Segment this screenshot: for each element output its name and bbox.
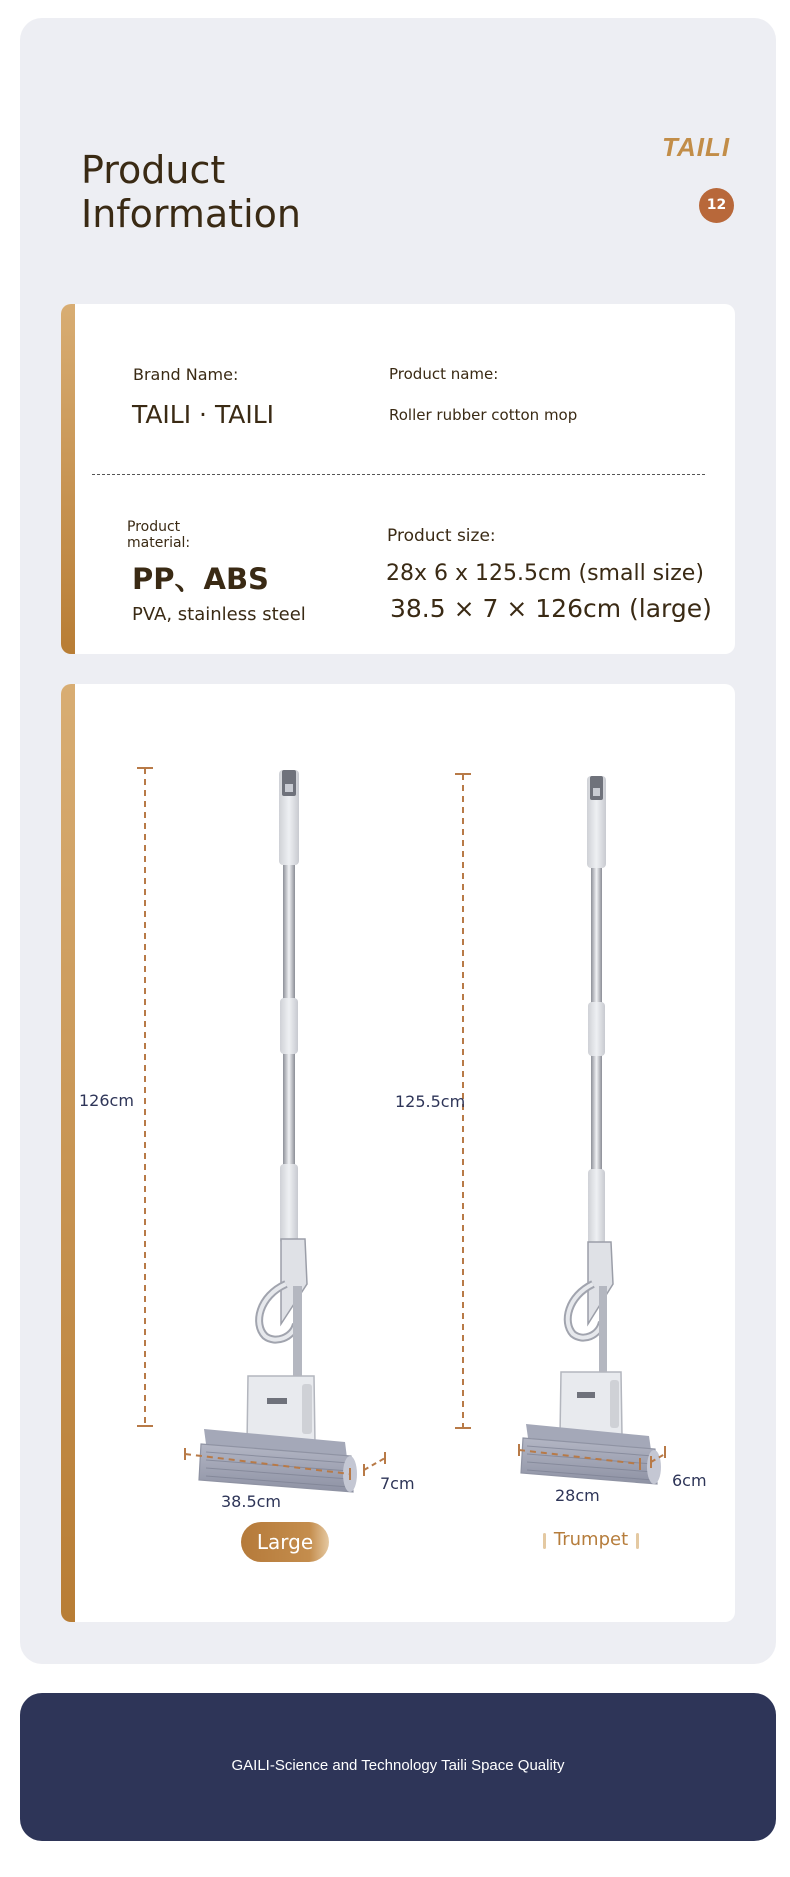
page-number-badge: 12	[699, 188, 734, 223]
page-title-line1: Product	[81, 148, 226, 192]
product-size-small: 28x 6 x 125.5cm (small size)	[386, 561, 704, 586]
page-title	[81, 148, 401, 236]
large-width-label: 38.5cm	[221, 1492, 282, 1511]
brand-name-value: TAILI · TAILI	[132, 400, 275, 429]
large-dimension-lines	[137, 768, 385, 1480]
small-depth-label: 6cm	[672, 1471, 707, 1490]
brand-logo: TAILI	[662, 132, 731, 162]
product-material-sub: PVA, stainless steel	[132, 604, 306, 625]
large-depth-label: 7cm	[380, 1474, 415, 1493]
product-size-large: 38.5 × 7 × 126cm (large)	[390, 594, 712, 623]
product-material-label	[127, 519, 190, 551]
product-material-main: PP、ABS	[132, 562, 269, 596]
page-title-line2: Information	[81, 192, 301, 236]
footer-banner	[20, 1693, 776, 1841]
footer-slogan: GAILI-Science and Technology Taili Space Quality	[231, 1757, 565, 1774]
product-image-card	[61, 684, 735, 1622]
large-mop-image	[199, 770, 357, 1492]
large-height-label: 126cm	[79, 1091, 134, 1110]
size-option-small[interactable]: Trumpet	[543, 1520, 639, 1560]
size-option-large[interactable]: Large	[241, 1522, 329, 1562]
small-dimension-lines	[455, 774, 665, 1470]
product-size-label: Product size:	[387, 526, 496, 546]
product-info-card	[61, 304, 735, 654]
product-name-label: Product name:	[389, 365, 499, 383]
brand-name-label: Brand Name:	[133, 365, 239, 384]
product-material-label-line2: material:	[127, 535, 191, 551]
product-name-value: Roller rubber cotton mop	[389, 406, 578, 424]
product-material-label-line1: Product	[127, 519, 181, 535]
card-accent-bar	[61, 304, 75, 654]
product-illustration	[61, 684, 735, 1622]
small-height-label: 125.5cm	[395, 1092, 466, 1111]
small-width-label: 28cm	[555, 1486, 600, 1505]
small-mop-image	[521, 776, 661, 1484]
info-divider	[92, 474, 705, 475]
